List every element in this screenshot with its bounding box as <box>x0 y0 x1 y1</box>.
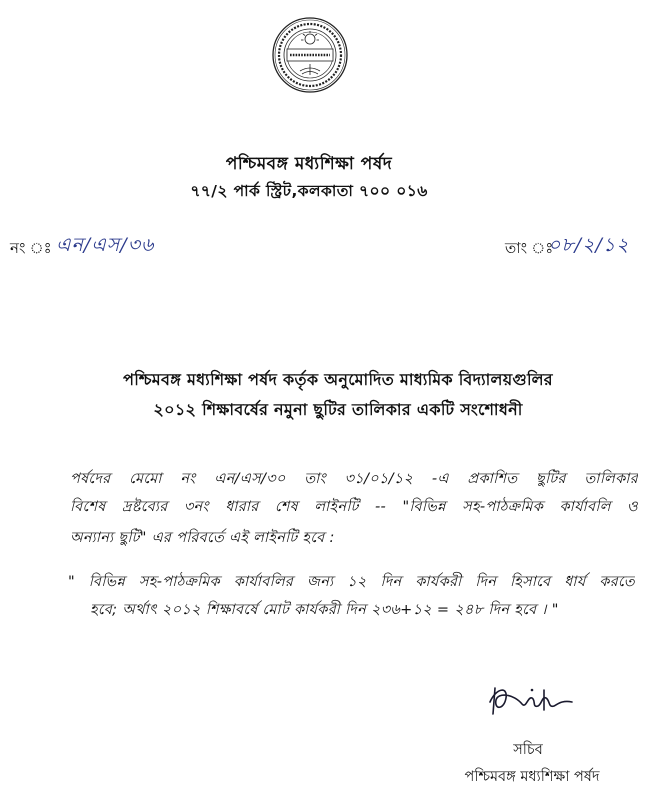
signatory-designation: সচিব <box>513 742 543 758</box>
subject-line: পশ্চিমবঙ্গ মধ্যশিক্ষা পর্ষদ কর্তৃক অনুমোদিত মাধ্যমিক বিদ্যালয়গুলির <box>123 370 553 389</box>
body-line: বিশেষ দ্রষ্টব্যের ৩নং ধারার শেষ লাইনটি -- "বিভিন্ন সহ-পাঠক্রমিক কার্যাবলি ও <box>70 499 638 515</box>
subject-line: ২০১২ শিক্ষাবর্ষের নমুনা ছুটির তালিকার একটি সংশোধনী <box>153 400 523 419</box>
seal-band <box>287 49 333 61</box>
memo-number-label: নং ঃ <box>10 239 52 257</box>
board-seal-icon <box>270 15 350 95</box>
date-handwritten: ০৮/২/১২ <box>548 234 630 256</box>
amendment-line: হবে; অর্থাৎ ২০১২ শিক্ষাবর্ষে মোট কার্যকরী দিন ২৩৬+১২ = ২৪৮ দিন হবে । " <box>90 602 559 618</box>
handwritten-signature <box>486 680 578 726</box>
body-line: অন্যান্য ছুটি" এর পরিবর্তে এই লাইনটি হবে : <box>70 530 335 546</box>
body-line: পর্ষদের মেমো নং এন/এস/৩০ তাং ৩১/০১/১২ -এ প্রকাশিত ছুটির তালিকার <box>70 471 638 487</box>
signatory-organization: পশ্চিমবঙ্গ মধ্যশিক্ষা পর্ষদ <box>464 769 600 785</box>
date-label: তাং ঃ <box>505 239 554 257</box>
board-address: ৭৭/২ পার্ক স্ট্রিট,কলকাতা ৭০০ ০১৬ <box>190 182 428 200</box>
amendment-line: " বিভিন্ন সহ-পাঠক্রমিক কার্যাবলির জন্য ১২ দিন কার্যকরী দিন হিসাবে ধার্য করতে <box>68 574 635 590</box>
memo-number-handwritten: এন/এস/৩৬ <box>56 234 155 256</box>
board-name: পশ্চিমবঙ্গ মধ্যশিক্ষা পর্ষদ <box>225 154 393 174</box>
